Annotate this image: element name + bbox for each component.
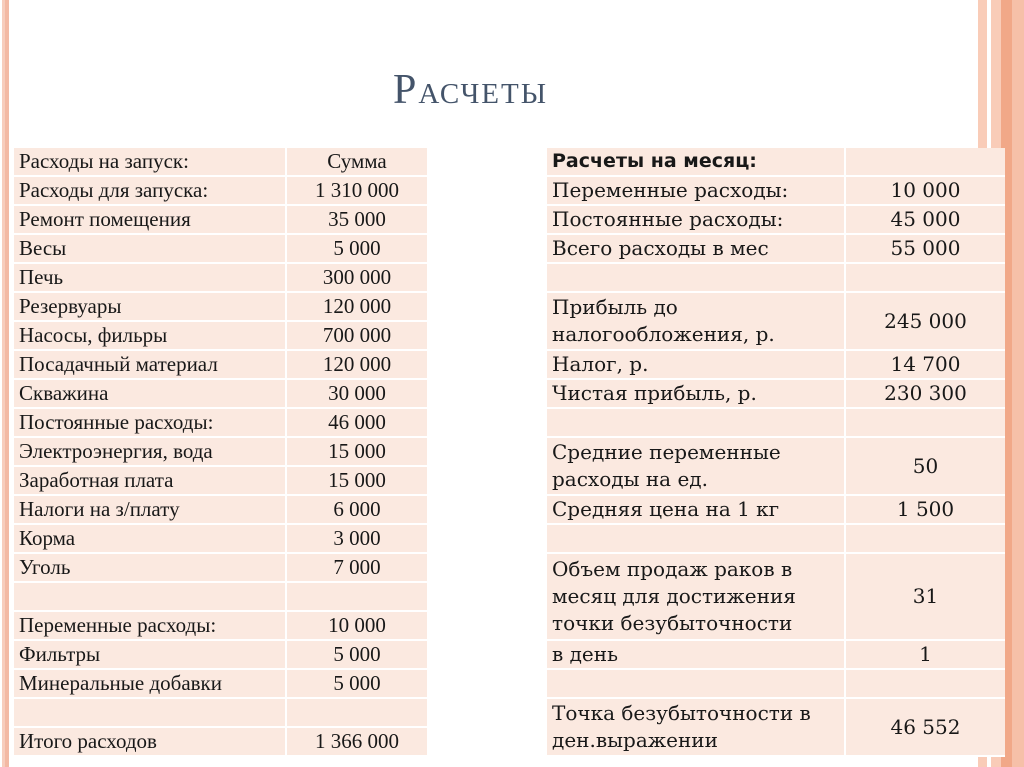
table-row: [547, 640, 1005, 669]
row-label-cell: Переменные расходы:: [14, 611, 286, 640]
table-row: [547, 698, 1005, 756]
row-label-cell: Заработная плата: [14, 466, 286, 495]
row-value-cell: 15 000: [286, 466, 427, 495]
row-label-cell: Расходы на запуск:: [14, 148, 286, 176]
slide-title: Расчеты: [392, 67, 549, 113]
row-value-cell: [286, 582, 427, 611]
row-value-cell: 230 300: [845, 379, 1005, 408]
row-label-cell: Налог, р.: [547, 350, 845, 379]
row-value-cell: 3 000: [286, 524, 427, 553]
row-value-cell: 1 366 000: [286, 727, 427, 756]
row-value-cell: Сумма: [286, 148, 427, 176]
monthly-calculations-table-body: [547, 148, 1005, 756]
table-row: [14, 437, 427, 466]
table-row: [14, 234, 427, 263]
row-label-cell: [14, 698, 286, 727]
table-row: [14, 263, 427, 292]
table-row: [547, 148, 1005, 176]
table-row: [14, 408, 427, 437]
row-value-cell: 55 000: [845, 234, 1005, 263]
row-value-cell: 300 000: [286, 263, 427, 292]
row-label-cell: Корма: [14, 524, 286, 553]
row-label-cell: Ремонт помещения: [14, 205, 286, 234]
row-value-cell: [845, 408, 1005, 437]
row-label-cell: Постоянные расходы:: [547, 205, 845, 234]
row-label-cell: Средние переменные расходы на ед.: [547, 437, 845, 495]
table-row: [14, 582, 427, 611]
row-label-cell: [547, 524, 845, 553]
table-row: [14, 669, 427, 698]
row-label-cell: Фильтры: [14, 640, 286, 669]
row-label-cell: Средняя цена на 1 кг: [547, 495, 845, 524]
startup-costs-table-body: [14, 148, 427, 756]
row-label-cell: Расходы для запуска:: [14, 176, 286, 205]
row-label-cell: Постоянные расходы:: [14, 408, 286, 437]
row-value-cell: 31: [845, 553, 1005, 640]
row-label-cell: Минеральные добавки: [14, 669, 286, 698]
row-label-cell: Насосы, фильры: [14, 321, 286, 350]
table-row: [14, 495, 427, 524]
row-label-cell: Печь: [14, 263, 286, 292]
table-row: [14, 611, 427, 640]
table-row: [547, 205, 1005, 234]
row-value-cell: 120 000: [286, 292, 427, 321]
table-row: [547, 176, 1005, 205]
row-label-cell: Объем продаж раков в месяц для достижения точки безубыточности: [547, 553, 845, 640]
table-row: [14, 698, 427, 727]
table-row: [14, 321, 427, 350]
row-value-cell: 5 000: [286, 234, 427, 263]
row-value-cell: 5 000: [286, 669, 427, 698]
table-row: [547, 524, 1005, 553]
row-label-cell: Прибыль до налогообложения, р.: [547, 292, 845, 350]
row-label-cell: Резервуары: [14, 292, 286, 321]
row-value-cell: [845, 148, 1005, 176]
right-edge-band-medium: [1012, 0, 1024, 767]
row-label-cell: Всего расходы в мес: [547, 234, 845, 263]
row-label-cell: [547, 263, 845, 292]
row-value-cell: [845, 263, 1005, 292]
row-value-cell: 46 552: [845, 698, 1005, 756]
row-value-cell: 1 500: [845, 495, 1005, 524]
row-label-cell: Налоги на з/плату: [14, 495, 286, 524]
table-row: [547, 263, 1005, 292]
table-row: [14, 640, 427, 669]
table-row: [14, 524, 427, 553]
row-value-cell: [845, 524, 1005, 553]
row-label-cell: в день: [547, 640, 845, 669]
table-row: [14, 205, 427, 234]
row-value-cell: 7 000: [286, 553, 427, 582]
row-value-cell: 35 000: [286, 205, 427, 234]
table-row: [14, 148, 427, 176]
row-label-cell: Уголь: [14, 553, 286, 582]
row-label-cell: Весы: [14, 234, 286, 263]
table-row: [547, 669, 1005, 698]
row-label-cell: Переменные расходы:: [547, 176, 845, 205]
left-edge-stripe-inner: [5, 0, 9, 767]
row-value-cell: 45 000: [845, 205, 1005, 234]
table-row: [14, 727, 427, 756]
row-label-cell: [547, 408, 845, 437]
table-row: [14, 379, 427, 408]
table-row: [547, 437, 1005, 495]
row-value-cell: 50: [845, 437, 1005, 495]
row-value-cell: [286, 698, 427, 727]
row-value-cell: 120 000: [286, 350, 427, 379]
table-row: [547, 379, 1005, 408]
row-value-cell: 6 000: [286, 495, 427, 524]
row-value-cell: 1: [845, 640, 1005, 669]
row-value-cell: 5 000: [286, 640, 427, 669]
row-value-cell: 30 000: [286, 379, 427, 408]
table-row: [14, 553, 427, 582]
row-label-cell: Чистая прибыль, р.: [547, 379, 845, 408]
row-label-cell: Итого расходов: [14, 727, 286, 756]
table-row: [547, 234, 1005, 263]
table-row: [14, 292, 427, 321]
table-row: [14, 176, 427, 205]
row-value-cell: 10 000: [286, 611, 427, 640]
row-value-cell: 14 700: [845, 350, 1005, 379]
row-value-cell: 46 000: [286, 408, 427, 437]
row-value-cell: 700 000: [286, 321, 427, 350]
row-value-cell: 15 000: [286, 437, 427, 466]
row-label-cell: Точка безубыточности в ден.выражении: [547, 698, 845, 756]
table-row: [547, 495, 1005, 524]
table-row: [547, 408, 1005, 437]
row-value-cell: 245 000: [845, 292, 1005, 350]
row-value-cell: 1 310 000: [286, 176, 427, 205]
row-label-cell: [547, 669, 845, 698]
table-row: [547, 350, 1005, 379]
startup-costs-table: [14, 148, 427, 757]
row-value-cell: [845, 669, 1005, 698]
row-label-cell: Расчеты на месяц:: [547, 148, 845, 176]
row-label-cell: [14, 582, 286, 611]
table-row: [14, 350, 427, 379]
table-row: [547, 292, 1005, 350]
table-row: [14, 466, 427, 495]
row-label-cell: Скважина: [14, 379, 286, 408]
table-row: [547, 553, 1005, 640]
row-value-cell: 10 000: [845, 176, 1005, 205]
row-label-cell: Посадачный материал: [14, 350, 286, 379]
row-label-cell: Электроэнергия, вода: [14, 437, 286, 466]
monthly-calculations-table: [547, 148, 1005, 757]
